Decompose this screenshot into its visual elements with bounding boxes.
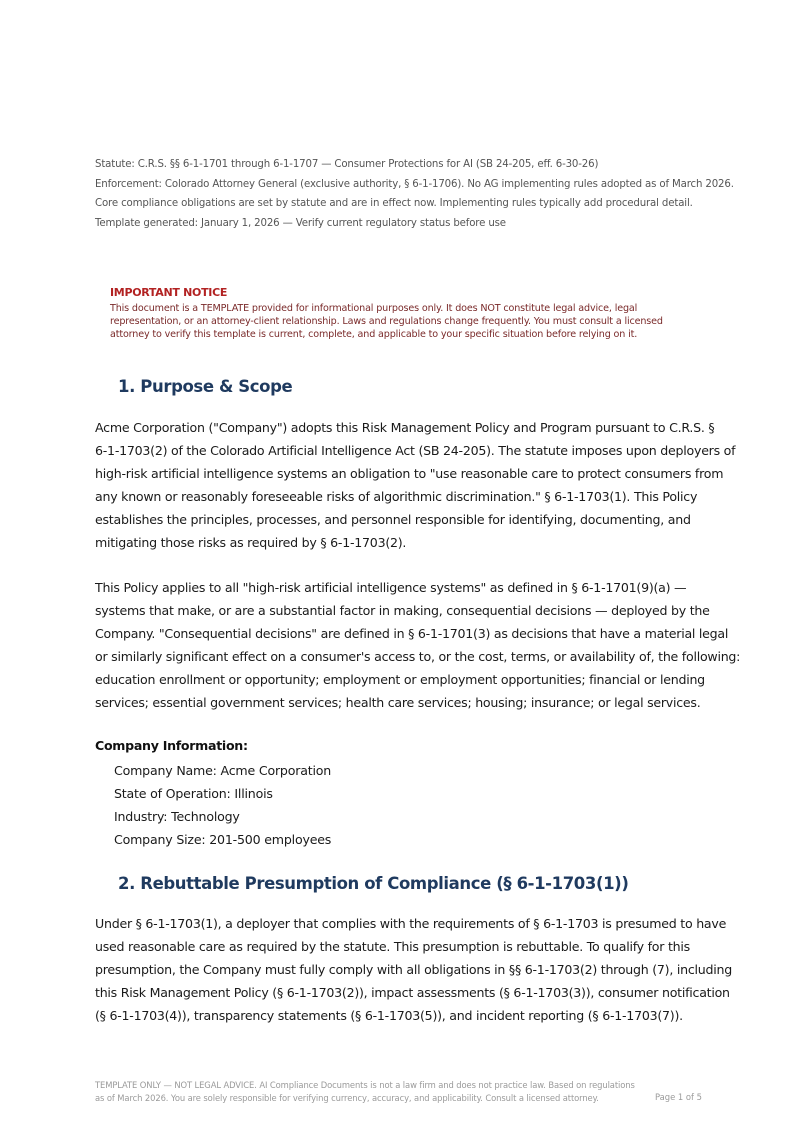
company-info-list <box>114 759 331 851</box>
notice-line: attorney to verify this template is current, complete, and applicable to your specific situation before relying on it. <box>110 329 638 340</box>
company-info-title: Company Information: <box>95 738 248 753</box>
company-size-item: Company Size: 201-500 employees <box>114 832 332 847</box>
company-name-item: Company Name: Acme Corporation <box>114 763 332 778</box>
obligations-line: Core compliance obligations are set by statute and are in effect now. Implementing rules typically add procedural detail. <box>95 198 693 209</box>
text-line: high-risk artificial intelligence systems an obligation to "use reasonable care to protect consumers from <box>95 466 724 481</box>
section-1-paragraph-1 <box>95 416 735 554</box>
page-number: Page 1 of 5 <box>655 1092 702 1102</box>
notice-title: IMPORTANT NOTICE <box>110 286 228 299</box>
text-line: Under § 6-1-1703(1), a deployer that complies with the requirements of § 6-1-1703 is presumed to have <box>95 916 727 931</box>
section-heading-purpose-scope: 1. Purpose & Scope <box>118 377 293 396</box>
industry-item: Industry: Technology <box>114 809 240 824</box>
text-line: used reasonable care as required by the statute. This presumption is rebuttable. To qualify for this <box>95 939 690 954</box>
text-line: Company. "Consequential decisions" are defined in § 6-1-1701(3) as decisions that have a material legal <box>95 626 729 641</box>
text-line: any known or reasonably foreseeable risks of algorithmic discrimination." § 6-1-1703(1). This Policy <box>95 489 698 504</box>
text-line: services; essential government services; health care services; housing; insurance; or legal services. <box>95 695 701 710</box>
text-line: education enrollment or opportunity; employment or employment opportunities; financial or lending <box>95 672 705 687</box>
text-line: establishes the principles, processes, and personnel responsible for identifying, documenting, and <box>95 512 691 527</box>
text-line: (§ 6-1-1703(4)), transparency statements (§ 6-1-1703(5)), and incident reporting (§ 6-1-1703(7)). <box>95 1008 683 1023</box>
template-generated-line: Template generated: January 1, 2026 — Verify current regulatory status before use <box>95 217 506 229</box>
notice-line: This document is a TEMPLATE provided for informational purposes only. It does NOT constitute legal advice, legal <box>110 303 638 314</box>
text-line: or similarly significant effect on a consumer's access to, or the cost, terms, or availability of, the following: <box>95 649 741 664</box>
text-line: This Policy applies to all "high-risk artificial intelligence systems" as defined in § 6-1-1701(9)(a) — <box>95 580 687 595</box>
section-1-paragraph-2 <box>95 576 741 714</box>
text-line: 6-1-1703(2) of the Colorado Artificial Intelligence Act (SB 24-205). The statute imposes upon deployers of <box>95 443 736 458</box>
statute-line: Statute: C.R.S. §§ 6-1-1701 through 6-1-1707 — Consumer Protections for AI (SB 24-205, eff. 6-30-26) <box>95 159 599 170</box>
footer-line: as of March 2026. You are solely responsible for verifying currency, accuracy, and applicability. Consult a licensed attorney. <box>95 1092 599 1103</box>
notice-line: representation, or an attorney-client relationship. Laws and regulations change frequently. You must consult a licensed <box>110 316 663 327</box>
regulatory-metadata <box>95 155 735 233</box>
section-2-paragraph-1 <box>95 912 735 1027</box>
text-line: systems that make, or are a substantial factor in making, consequential decisions — deployed by the <box>95 603 710 618</box>
enforcement-line: Enforcement: Colorado Attorney General (exclusive authority, § 6-1-1706). No AG implementing rules adopted as of March 2026. <box>95 178 734 190</box>
text-line: this Risk Management Policy (§ 6-1-1703(2)), impact assessments (§ 6-1-1703(3)), consumer notification <box>95 985 730 1000</box>
footer-line: TEMPLATE ONLY — NOT LEGAL ADVICE. AI Compliance Documents is not a law firm and does not practice law. Based on regulations <box>95 1080 635 1090</box>
section-heading-rebuttable-presumption: 2. Rebuttable Presumption of Compliance (§ 6-1-1703(1)) <box>118 874 629 893</box>
text-line: mitigating those risks as required by § 6-1-1703(2). <box>95 535 407 550</box>
page-footer-disclaimer <box>95 1079 705 1104</box>
important-notice <box>110 285 690 341</box>
text-line: Acme Corporation ("Company") adopts this Risk Management Policy and Program pursuant to C.R.S. § <box>95 420 715 435</box>
text-line: presumption, the Company must fully comply with all obligations in §§ 6-1-1703(2) through (7), including <box>95 962 732 977</box>
state-of-operation-item: State of Operation: Illinois <box>114 786 273 801</box>
notice-body <box>110 302 690 341</box>
